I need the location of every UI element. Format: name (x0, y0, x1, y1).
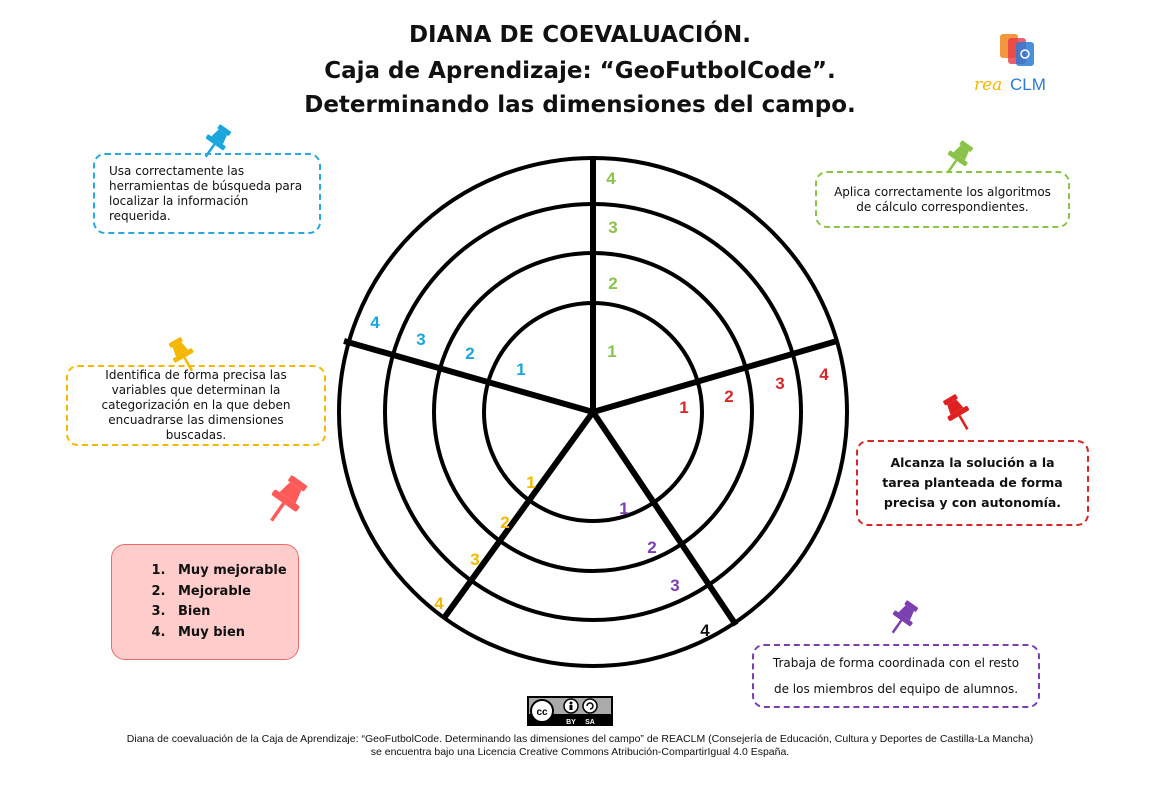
green-level-1: 1 (607, 342, 617, 361)
red-level-3: 3 (775, 374, 785, 393)
criterion-purple-box (752, 644, 1040, 708)
pushpin-red-icon (938, 392, 978, 434)
license-line-1: Diana de coevaluación de la Caja de Aprendizaje: “GeoFutbolCode. Determinando las dimensiones del campo” de REACLM (Consejería de Educación, Cultura y Deportes de Castilla-La Mancha) (126, 733, 1034, 745)
green-level-4: 4 (606, 169, 616, 188)
rating-legend (111, 544, 299, 660)
logo-text-rea: rea (974, 75, 1003, 95)
title-line-2: Caja de Aprendizaje: “GeoFutbolCode”. (324, 58, 836, 84)
title-line-1: DIANA DE COEVALUACIÓN. (408, 22, 752, 48)
svg-text:cc: cc (536, 707, 548, 718)
criterion-purple-text: Trabaja de forma coordinada con el resto de los miembros del equipo de alumnos. (772, 656, 1020, 696)
title-line-3: Determinando las dimensiones del campo. (304, 92, 856, 118)
legend-item: 3. Bien (170, 604, 298, 625)
red-level-1: 1 (679, 398, 689, 417)
criterion-blue-text: Usa correctamente las herramientas de búsqueda para localizar la información requerida. (109, 163, 303, 223)
yellow-level-4: 4 (434, 594, 444, 613)
creative-commons-badge[interactable] (527, 696, 613, 726)
divider-yellow (444, 412, 593, 618)
criterion-yellow-box (66, 365, 326, 446)
red-level-2: 2 (724, 387, 734, 406)
yellow-level-3: 3 (470, 550, 480, 569)
legend-item: 1. Muy mejorable (170, 563, 298, 584)
red-level-4: 4 (819, 365, 829, 384)
yellow-level-2: 2 (500, 513, 510, 532)
criterion-blue-box (93, 153, 321, 234)
yellow-level-1: 1 (526, 473, 536, 492)
purple-level-2: 2 (647, 538, 657, 557)
pushpin-pink-icon (260, 472, 312, 528)
criterion-yellow-text: Identifica de forma precisa las variables que determinan la categorización en la que deben encuadrarse las dimensiones buscadas. (101, 368, 291, 442)
license-line-2: se encuentra bajo una Licencia Creative Commons Atribución-CompartirIgual 4.0 España. (370, 746, 790, 758)
logo-text-clm: CLM (1010, 75, 1046, 94)
legend-item: 4. Muy bien (170, 625, 298, 646)
criterion-green-text: Aplica correctamente los algoritmos de cálculo correspondientes. (834, 184, 1051, 214)
criterion-red-text: Alcanza la solución a la tarea planteada de forma precisa y con autonomía. (882, 455, 1063, 510)
legend-item: 2. Mejorable (170, 584, 298, 605)
share-alike-icon (583, 699, 597, 713)
badge-by-label: BY (566, 719, 576, 726)
criterion-green-box (815, 171, 1070, 228)
purple-level-1: 1 (619, 499, 629, 518)
purple-level-4: 4 (700, 621, 710, 640)
criterion-red-box (856, 440, 1089, 526)
blue-level-3: 3 (416, 330, 426, 349)
green-level-3: 3 (608, 218, 618, 237)
blue-level-4: 4 (370, 313, 380, 332)
blue-level-1: 1 (516, 360, 526, 379)
green-level-2: 2 (608, 274, 618, 293)
purple-level-3: 3 (670, 576, 680, 595)
pushpin-purple-icon (884, 598, 922, 638)
blue-level-2: 2 (465, 344, 475, 363)
badge-sa-label: SA (585, 719, 595, 726)
